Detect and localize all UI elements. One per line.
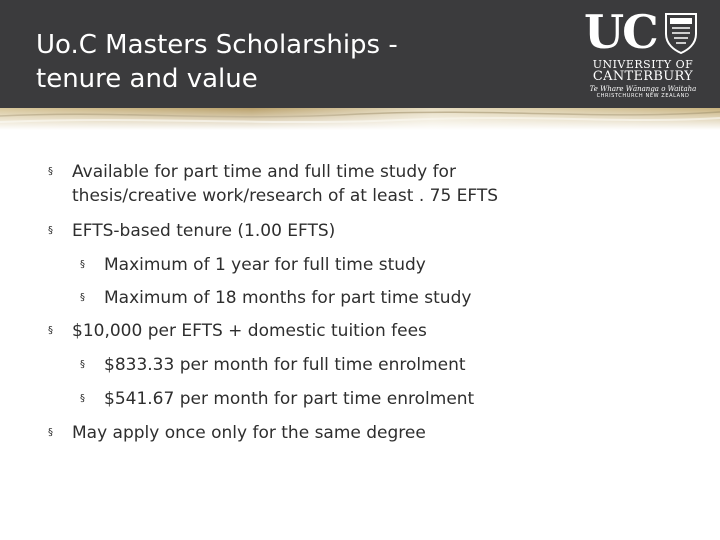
university-logo — [578, 6, 712, 102]
bullet-text: $833.33 per month for full time enrolment — [104, 355, 466, 375]
bullet-text: Available for part time and full time study for — [72, 162, 456, 182]
title-line-2: tenure and value — [36, 64, 258, 94]
bullet-text: May apply once only for the same degree — [72, 423, 426, 443]
logo-text-maori-name: Te Whare Wānanga o Waitaha — [589, 85, 697, 93]
bullet-icon: § — [48, 225, 53, 236]
slide-title — [36, 28, 536, 96]
bullet-text: $10,000 per EFTS + domestic tuition fees — [72, 321, 427, 341]
crest-icon — [664, 12, 698, 54]
bullet-icon: § — [48, 166, 53, 177]
bullet-text-continued: thesis/creative work/research of at least . 75 EFTS — [72, 186, 499, 206]
logo-text-location: CHRISTCHURCH NEW ZEALAND — [596, 93, 690, 99]
sub-bullet-item — [80, 253, 700, 277]
bullet-icon: § — [48, 427, 53, 438]
bullet-icon: § — [80, 292, 85, 303]
bullet-text: Maximum of 18 months for part time study — [104, 288, 472, 308]
bullet-item — [48, 219, 688, 243]
bullet-icon: § — [80, 359, 85, 370]
slide-header — [0, 0, 720, 108]
bullet-text: $541.67 per month for part time enrolment — [104, 389, 475, 409]
bullet-icon: § — [80, 259, 85, 270]
logo-text-university-of: UNIVERSITY OF — [592, 58, 694, 71]
decorative-band — [0, 108, 720, 130]
bullet-icon: § — [48, 325, 53, 336]
bullet-item — [48, 160, 688, 208]
bullet-text: Maximum of 1 year for full time study — [104, 255, 426, 275]
logo-text-canterbury: CANTERBURY — [592, 69, 694, 84]
bullet-icon: § — [80, 393, 85, 404]
bullet-text: EFTS-based tenure (1.00 EFTS) — [72, 221, 336, 241]
title-line-1: Uo.C Masters Scholarships - — [36, 30, 398, 60]
bullet-item — [48, 319, 688, 343]
bullet-item — [48, 421, 688, 445]
sub-bullet-item — [80, 353, 700, 377]
sub-bullet-item — [80, 387, 700, 411]
sub-bullet-item — [80, 286, 700, 310]
logo-mark: UC — [584, 5, 657, 59]
